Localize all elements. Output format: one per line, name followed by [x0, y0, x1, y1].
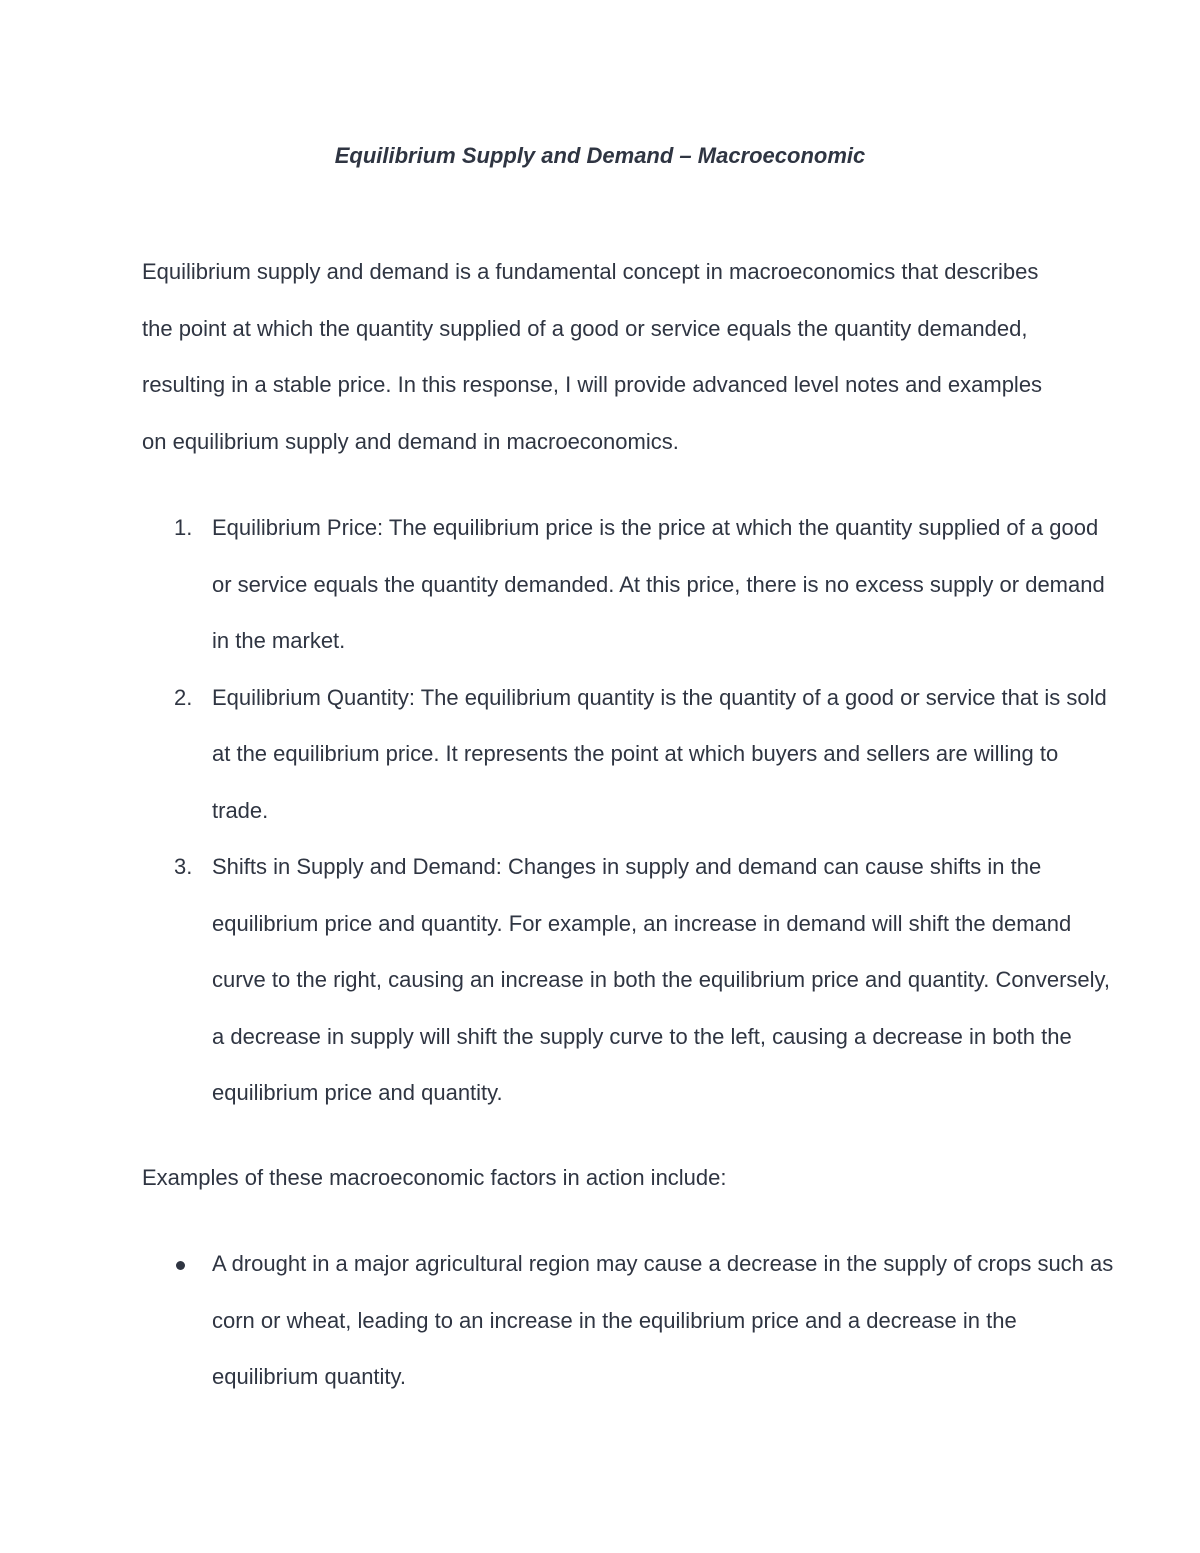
- examples-heading: Examples of these macroeconomic factors in action include:: [142, 1165, 727, 1190]
- list-item: [0, 839, 1120, 1122]
- list-item-text: Equilibrium Quantity: The equilibrium quantity is the quantity of a good or service that is sold at the equilibrium price. It represents the point at which buyers and sellers are willing to trade.: [212, 684, 1107, 823]
- list-number: 2.: [174, 684, 193, 710]
- list-item: [0, 500, 1120, 670]
- list-number: 3.: [174, 854, 193, 879]
- list-item-text: Equilibrium Price: The equilibrium price is the price at which the quantity supplied of a good or service equals the quantity demanded. At this price, there is no excess supply or demand in the market.: [212, 515, 1105, 653]
- bullet-list: [0, 1236, 1120, 1406]
- intro-paragraph: Equilibrium supply and demand is a fundamental concept in macroeconomics that describes the point at which the quantity supplied of a good or service equals the quantity demanded, resulting in a stable price. In this response, I will provide advanced level notes and examples on equilibrium supply and demand in macroeconomics.: [142, 259, 1043, 454]
- list-item-text: A drought in a major agricultural region may cause a decrease in the supply of crops such as corn or wheat, leading to an increase in the equilibrium price and a decrease in the equilibrium quantity.: [212, 1251, 1114, 1389]
- list-item-text: Shifts in Supply and Demand: Changes in supply and demand can cause shifts in the equilibrium price and quantity. For example, an increase in demand will shift the demand curve to the right, causing an increase in both the equilibrium price and quantity. Conversely, a decrease in supply will shift the supply curve to the left, causing a decrease in both the equilibrium price and quantity.: [212, 854, 1111, 1105]
- list-number: 1.: [174, 515, 193, 540]
- document-title: Equilibrium Supply and Demand – Macroeconomic: [334, 143, 866, 168]
- list-item: [0, 670, 1120, 840]
- bullet-icon: [176, 1261, 185, 1270]
- list-item: [0, 1236, 1120, 1406]
- numbered-list: [0, 500, 1120, 1122]
